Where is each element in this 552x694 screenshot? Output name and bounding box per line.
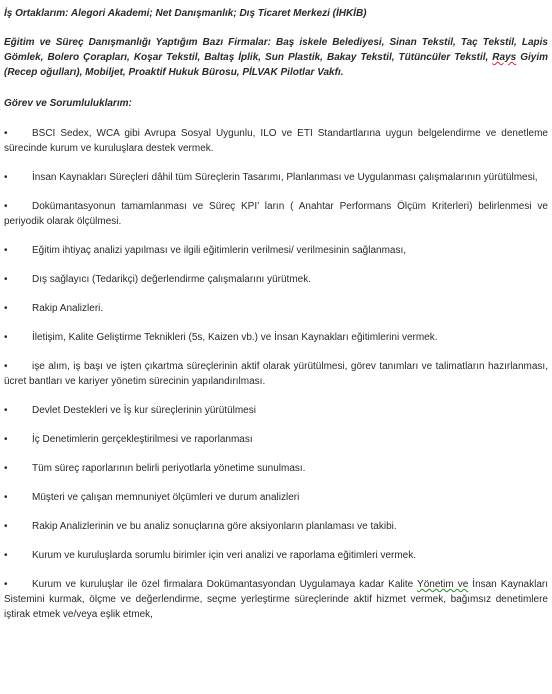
bullet-dot: • [4, 405, 8, 416]
bullet-dot: • [4, 172, 8, 183]
bullet-dot: • [4, 579, 8, 590]
bullet-list [4, 126, 548, 563]
bullet-dot: • [4, 245, 8, 256]
bullet-dot: • [4, 550, 8, 561]
bullet-dot: • [4, 303, 8, 314]
bullet-dot: • [4, 492, 8, 503]
list-item [4, 126, 548, 156]
list-item [4, 432, 548, 447]
clients-paragraph [4, 35, 548, 80]
list-item [4, 519, 548, 534]
list-item-text: İletişim, Kalite Geliştirme Teknikleri (5s, Kaizen vb.) ve İnsan Kaynakları eğitimlerini vermek. [32, 332, 438, 343]
partners-line: İş Ortaklarım: Alegori Akademi; Net Danışmanlık; Dış Ticaret Merkezi (İHKİB) [4, 8, 367, 19]
list-item-text: Tüm süreç raporlarının belirli periyotlarla yönetime sunulması. [32, 463, 306, 474]
bullet-dot: • [4, 274, 8, 285]
bullet-dot: • [4, 361, 8, 372]
list-item [4, 461, 548, 476]
last-bullet-after: İnsan Kaynakları Sistemini kurmak, ölçme ve değerlendirme, seçme yerleştirme süreçlerinde aktif hizmet vermek, bağımsız denetimlere iştirak etmek ve/veya eşlik etmek, [4, 579, 548, 620]
clients-text-after: Giyim (Recep oğulları), Mobiljet, Proaktif Hukuk Bürosu, PİLVAK Pilotlar Vakfı. [4, 52, 548, 78]
clients-text-before: Eğitim ve Süreç Danışmanlığı Yaptığım Bazı Firmalar: Baş iskele Belediyesi, Sinan Tekstil, Taç Tekstil, Lapis Gömlek, Bolero Çorapları, Koşar Tekstil, Baltaş İplik, Sun Plastik, Bakay Tekstil, Tütüncüler Tekstil, [4, 37, 548, 63]
list-item [4, 359, 548, 389]
list-item-text: işe alım, iş başı ve işten çıkartma süreçlerinin aktif olarak yürütülmesi, görev tanımları ve talimatların hazırlanması, ücret bantları ve kariyer yönetim sürecinin yapılandırılması. [4, 361, 548, 387]
bullet-dot: • [4, 128, 8, 139]
bullet-dot: • [4, 434, 8, 445]
grammar-flagged-phrase: Yönetim ve [417, 579, 469, 590]
section-heading: Görev ve Sorumluluklarım: [4, 98, 132, 109]
list-item-text: Kurum ve kuruluşlarda sorumlu birimler için veri analizi ve raporlama eğitimleri vermek. [32, 550, 417, 561]
list-item [4, 403, 548, 418]
list-item [4, 330, 548, 345]
list-item-text: Dış sağlayıcı (Tedarikçi) değerlendirme çalışmalarını yürütmek. [32, 274, 311, 285]
list-item-text: Rakip Analizlerinin ve bu analiz sonuçlarına göre aksiyonların planlaması ve takibi. [32, 521, 397, 532]
list-item [4, 301, 548, 316]
list-item [4, 243, 548, 258]
bullet-dot: • [4, 201, 8, 212]
list-item [4, 199, 548, 229]
bullet-dot: • [4, 463, 8, 474]
list-item [4, 490, 548, 505]
last-bullet-before: Kurum ve kuruluşlar ile özel firmalara Dokümantasyondan Uygulamaya kadar Kalite [32, 579, 418, 590]
list-item-text: Devlet Destekleri ve İş kur süreçlerinin yürütülmesi [32, 405, 256, 416]
list-item-text: Rakip Analizleri. [32, 303, 104, 314]
list-item-text: BSCI Sedex, WCA gibi Avrupa Sosyal Uygunlu, ILO ve ETI Standartlarına uygun belgelendirme ve denetleme sürecinde kurum ve kuruluşlara destek vermek. [4, 128, 548, 154]
list-item-text: İç Denetimlerin gerçekleştirilmesi ve raporlanması [32, 434, 253, 445]
spellcheck-flagged-word: Rays [492, 52, 517, 63]
list-item-text: Dokümantasyonun tamamlanması ve Süreç KPI’ ların ( Anahtar Performans Ölçüm Kriterleri) belirlenmesi ve periyodik olarak ölçülmesi. [4, 201, 548, 227]
list-item-text: Eğitim ihtiyaç analizi yapılması ve ilgili eğitimlerin verilmesi/ verilmesinin sağlanması, [32, 245, 407, 256]
list-item [4, 548, 548, 563]
list-item-text: Müşteri ve çalışan memnuniyet ölçümleri ve durum analizleri [32, 492, 300, 503]
list-item-last [4, 577, 548, 622]
bullet-dot: • [4, 521, 8, 532]
bullet-dot: • [4, 332, 8, 343]
list-item [4, 272, 548, 287]
list-item [4, 170, 548, 185]
list-item-text: İnsan Kaynakları Süreçleri dâhil tüm Süreçlerin Tasarımı, Planlanması ve Uygulanması çalışmalarının yürütülmesi, [32, 172, 538, 183]
